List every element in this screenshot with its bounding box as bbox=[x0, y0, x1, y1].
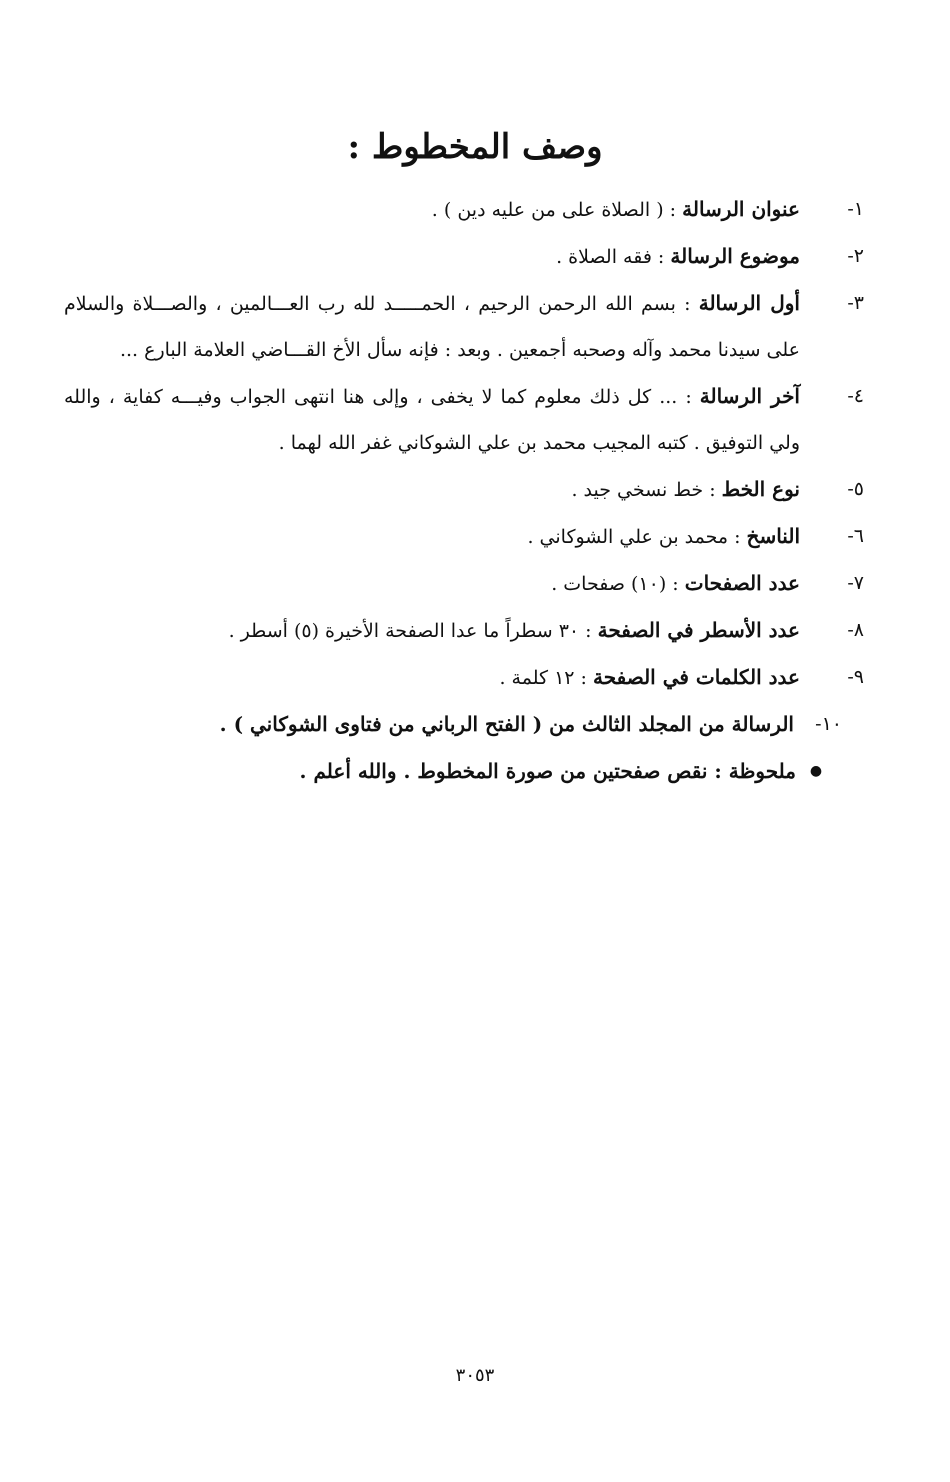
item-label: موضوع الرسالة bbox=[670, 244, 800, 268]
item-label: آخر الرسالة bbox=[699, 384, 800, 408]
item-label: عدد الكلمات في الصفحة bbox=[592, 665, 800, 689]
item-label: أول الرسالة bbox=[698, 291, 800, 315]
item-number: ٦- bbox=[847, 525, 864, 547]
item-label: عنوان الرسالة bbox=[682, 197, 800, 221]
item-text: : ٣٠ سطراً ما عدا الصفحة الأخيرة (٥) أسطر . bbox=[228, 620, 598, 642]
item-number: ٥- bbox=[847, 478, 864, 500]
list-item bbox=[64, 186, 864, 233]
list-item bbox=[64, 513, 864, 560]
item-content bbox=[64, 233, 800, 280]
list-item bbox=[64, 233, 864, 280]
item-label: الناسخ bbox=[746, 524, 800, 548]
item-content bbox=[64, 513, 800, 560]
item-content bbox=[64, 701, 794, 748]
item-number: ١- bbox=[847, 198, 864, 220]
item-text: : ( الصلاة على من عليه دين ) . bbox=[431, 199, 683, 221]
item-content bbox=[64, 373, 800, 466]
item-number: ٧- bbox=[847, 572, 864, 594]
item-number: ٣- bbox=[847, 292, 864, 314]
item-text: : محمد بن علي الشوكاني . bbox=[527, 526, 747, 548]
item-text: : ١٢ كلمة . bbox=[499, 667, 593, 689]
item-number: ٩- bbox=[847, 666, 864, 688]
item-content bbox=[64, 654, 800, 701]
item-text: : ... كل ذلك معلوم كما لا يخفى ، وإلى هنا انتهى الجواب وفيـــه كفاية ، والله ولي التوفيق . كتبه المجيب محمد بن علي الشوكاني غفر الله لهما . bbox=[64, 386, 800, 454]
bullet-icon: ● bbox=[809, 763, 823, 779]
note-text: ملحوظة : نقص صفحتين من صورة المخطوط . والله أعلم . bbox=[299, 759, 796, 783]
item-label: عدد الصفحات bbox=[684, 571, 800, 595]
item-text: : (١٠) صفحات . bbox=[551, 573, 685, 595]
item-number: ٨- bbox=[847, 619, 864, 641]
manuscript-description-list bbox=[64, 186, 864, 794]
item-content bbox=[64, 607, 800, 654]
item-content bbox=[64, 560, 800, 607]
item-content bbox=[64, 466, 800, 513]
list-item bbox=[64, 280, 864, 373]
item-label: عدد الأسطر في الصفحة bbox=[597, 618, 800, 642]
list-item bbox=[64, 560, 864, 607]
list-item bbox=[64, 466, 864, 513]
list-item bbox=[64, 654, 864, 701]
item-number: ١٠- bbox=[815, 713, 842, 735]
item-content bbox=[64, 280, 800, 373]
item-text: : بسم الله الرحمن الرحيم ، الحمـــــد لله رب العـــالمين ، والصـــلاة والسلام على سيدنا محمد وآله وصحبه أجمعين . وبعد : فإنه سأل الأخ القـــاضي العلامة البارع ... bbox=[64, 293, 800, 361]
item-number: ٢- bbox=[847, 245, 864, 267]
list-item bbox=[64, 373, 864, 466]
item-content bbox=[64, 186, 800, 233]
item-number: ٤- bbox=[847, 385, 864, 407]
page-number: ٣٠٥٣ bbox=[455, 1365, 495, 1386]
list-item bbox=[64, 701, 864, 748]
item-text: : فقه الصلاة . bbox=[556, 246, 671, 268]
list-item bbox=[64, 607, 864, 654]
item-text: : خط نسخي جيد . bbox=[571, 479, 722, 501]
item-label: الرسالة من المجلد الثالث من ( الفتح الرباني من فتاوى الشوكاني ) . bbox=[219, 712, 794, 736]
note bbox=[64, 748, 864, 794]
page-title: وصف المخطوط : bbox=[347, 127, 603, 167]
item-label: نوع الخط bbox=[721, 477, 800, 501]
